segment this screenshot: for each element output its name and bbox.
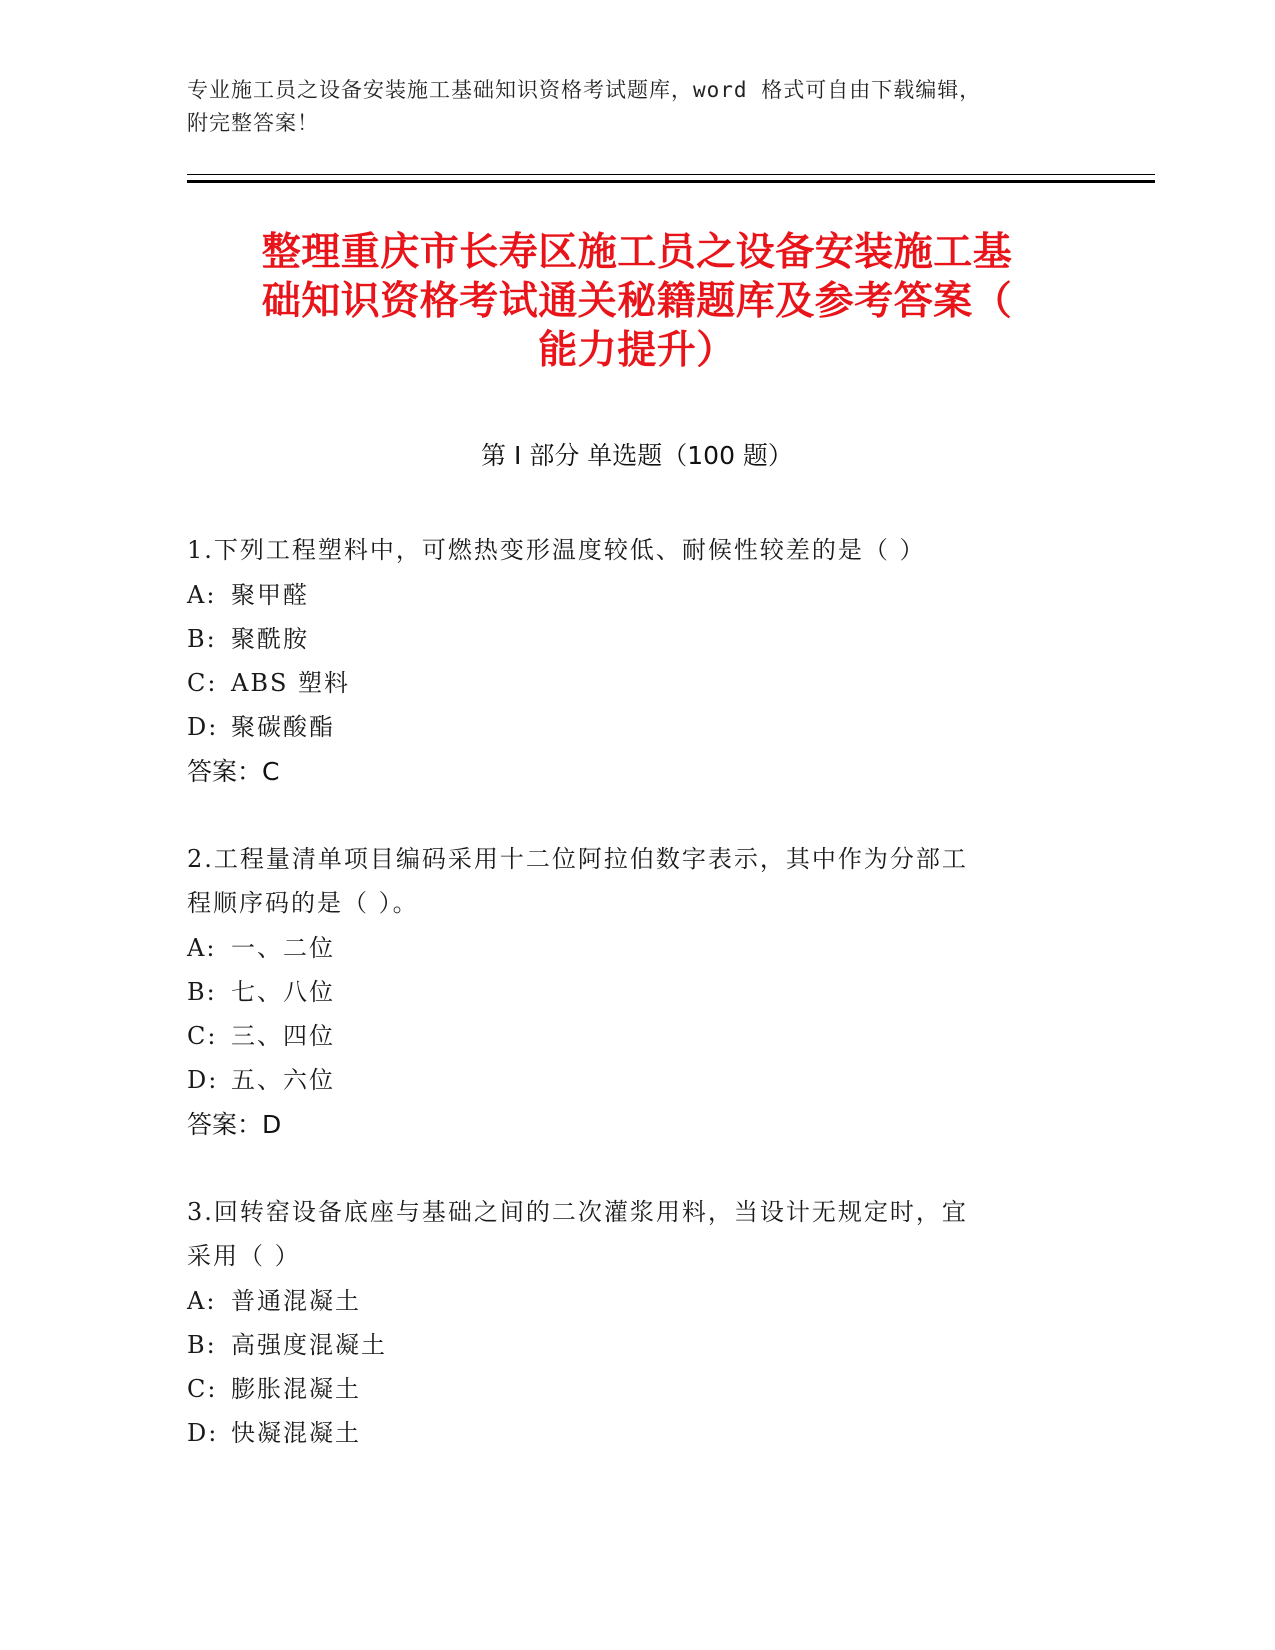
option-letter: A: [187,934,217,962]
question-list [187,528,1067,1497]
question-stem-line: 1.下列工程塑料中，可燃热变形温度较低、耐候性较差的是（ ） [187,536,926,564]
option-b [187,617,1067,661]
header-divider-thick [187,180,1155,183]
question-stem-line: 2.工程量清单项目编码采用十二位阿拉伯数字表示，其中作为分部工 [187,845,968,873]
option-b [187,1323,1067,1367]
option-text: 高强度混凝土 [231,1331,387,1359]
document-title-line: 整理重庆市长寿区施工员之设备安装施工基 [261,230,1013,275]
option-d [187,705,1067,749]
question-stem [187,1190,1067,1278]
option-b [187,970,1067,1014]
option-letter: A: [187,1287,217,1315]
option-text: 膨胀混凝土 [231,1375,361,1403]
question-stem-line: 采用（ ） [187,1242,301,1270]
header-note-line: 专业施工员之设备安装施工基础知识资格考试题库，word 格式可自由下载编辑， [187,78,982,102]
option-text: ABS 塑料 [231,669,351,697]
header-note-line: 附完整答案！ [187,111,319,135]
question-1 [187,528,1067,795]
option-text: 快凝混凝土 [231,1419,361,1447]
option-c [187,1014,1067,1058]
option-letter: D: [187,1066,219,1094]
option-letter: D: [187,713,219,741]
option-letter: B: [187,978,217,1006]
option-text: 三、四位 [231,1022,335,1050]
option-text: 五、六位 [231,1066,335,1094]
section-heading: 第 I 部分 单选题（100 题） [481,441,793,470]
option-text: 普通混凝土 [231,1287,361,1315]
option-c [187,661,1067,705]
option-letter: C: [187,1022,218,1050]
option-text: 聚酰胺 [231,625,309,653]
header-divider-thin [187,174,1155,175]
answer-line: 答案：C [187,757,280,786]
header-note [187,74,1067,140]
option-c [187,1367,1067,1411]
option-letter: C: [187,669,218,697]
document-title-line: 能力提升） [538,328,736,373]
option-d [187,1058,1067,1102]
option-text: 七、八位 [231,978,335,1006]
question-stem-line: 3.回转窑设备底座与基础之间的二次灌浆用料，当设计无规定时，宜 [187,1198,968,1226]
question-stem [187,528,1067,572]
option-a [187,926,1067,970]
option-letter: B: [187,1331,217,1359]
document-title [187,228,1087,375]
option-text: 一、二位 [231,934,335,962]
option-letter: B: [187,625,217,653]
question-stem-line: 程顺序码的是（ ）。 [187,889,419,917]
option-letter: C: [187,1375,218,1403]
option-text: 聚甲醛 [231,581,309,609]
option-d [187,1411,1067,1455]
question-3 [187,1190,1067,1455]
option-text: 聚碳酸酯 [231,713,335,741]
document-title-line: 础知识资格考试通关秘籍题库及参考答案（ [261,279,1013,324]
question-2 [187,837,1067,1148]
answer-line: 答案：D [187,1110,282,1139]
option-a [187,573,1067,617]
option-letter: A: [187,581,217,609]
question-stem [187,837,1067,925]
option-a [187,1279,1067,1323]
option-letter: D: [187,1419,219,1447]
